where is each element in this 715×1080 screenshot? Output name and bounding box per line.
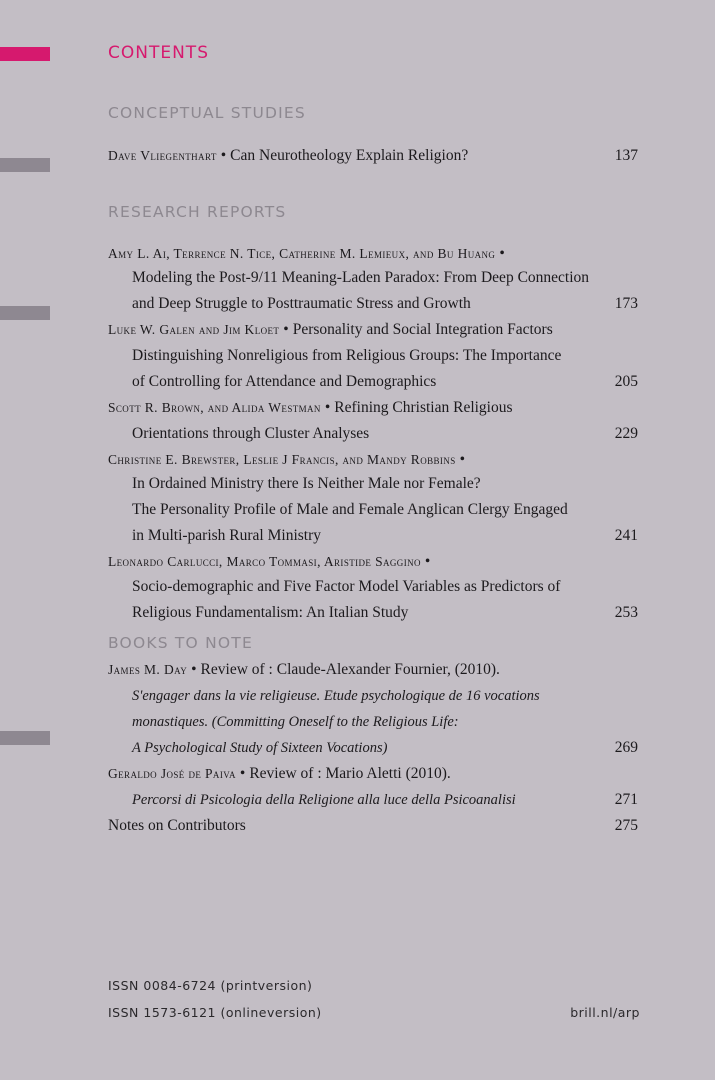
page-number: 173: [614, 295, 638, 312]
entry-title-line: Percorsi di Psicologia della Religione alla luce della Psicoanalisi: [132, 792, 516, 808]
entry-authors: Amy L. Ai, Terrence N. Tice, Catherine M. Lemieux, and Bu Huang: [108, 246, 496, 261]
toc-entry[interactable]: [108, 244, 638, 264]
toc-entry[interactable]: [108, 816, 638, 836]
page-number: 253: [614, 604, 638, 621]
accent-tab: [0, 47, 50, 61]
toc-entry[interactable]: [108, 552, 638, 572]
entry-title-line: monastiques. (Committing Oneself to the Religious Life:: [132, 714, 459, 730]
bullet-icon: •: [499, 245, 505, 262]
page-number: 241: [614, 527, 638, 544]
entry-title: Review of : Claude-Alexander Fournier, (2010).: [200, 661, 500, 678]
entry-title: Personality and Social Integration Factors: [292, 321, 553, 338]
entry-title: Can Neurotheology Explain Religion?: [230, 147, 469, 164]
bullet-icon: •: [324, 399, 331, 416]
bullet-icon: •: [283, 321, 289, 338]
publisher-url[interactable]: brill.nl/arp: [570, 1005, 640, 1020]
toc-entry[interactable]: [108, 660, 638, 680]
entry-title-line: The Personality Profile of Male and Female Anglican Clergy Engaged: [132, 501, 568, 518]
entry-title-line: and Deep Struggle to Posttraumatic Stress and Growth: [132, 295, 471, 312]
toc-entry[interactable]: [108, 764, 638, 784]
entry-title: Refining Christian Religious: [334, 399, 513, 416]
entry-title-line: In Ordained Ministry there Is Neither Male nor Female?: [132, 475, 481, 492]
side-tab: [0, 158, 50, 172]
bullet-icon: •: [220, 147, 227, 164]
section-research: RESEARCH REPORTS: [108, 203, 287, 221]
page-number: 271: [614, 791, 638, 808]
entry-title-line: Modeling the Post-9/11 Meaning-Laden Paradox: From Deep Connection: [132, 269, 590, 286]
bullet-icon: •: [424, 553, 431, 570]
entry-title-line: Distinguishing Nonreligious from Religious Groups: The Importance: [132, 347, 562, 364]
entry-authors: James M. Day: [108, 662, 188, 677]
entry-title-line: Religious Fundamentalism: An Italian Study: [132, 604, 409, 621]
entry-title-line: Orientations through Cluster Analyses: [132, 425, 370, 442]
entry-authors: Geraldo José de Paiva: [108, 766, 236, 781]
entry-authors: Scott R. Brown, and Alida Westman: [108, 400, 321, 415]
page-number: 137: [614, 147, 638, 164]
entry-authors: Dave Vliegenthart: [108, 148, 217, 163]
toc-entry[interactable]: [108, 146, 638, 166]
page-number: 229: [614, 425, 638, 442]
entry-title-line: S'engager dans la vie religieuse. Etude psychologique de 16 vocations: [132, 688, 540, 704]
page-number: 269: [614, 739, 638, 756]
section-books: BOOKS TO NOTE: [108, 634, 253, 652]
entry-title-line: A Psychological Study of Sixteen Vocations): [132, 740, 388, 756]
bullet-icon: •: [191, 661, 197, 678]
side-tab: [0, 306, 50, 320]
entry-authors: Leonardo Carlucci, Marco Tommasi, Aristide Saggino: [108, 554, 421, 569]
entry-title: Notes on Contributors: [108, 817, 246, 834]
entry-title: Review of : Mario Aletti (2010).: [249, 765, 451, 782]
entry-title-line: Socio-demographic and Five Factor Model Variables as Predictors of: [132, 578, 561, 595]
entry-authors: Luke W. Galen and Jim Kloet: [108, 322, 280, 337]
issn-online: ISSN 1573-6121 (onlineversion): [108, 1005, 322, 1020]
page-number: 275: [614, 817, 638, 834]
toc-entry[interactable]: [108, 320, 638, 340]
entry-title-line: in Multi-parish Rural Ministry: [132, 527, 322, 544]
bullet-icon: •: [459, 451, 466, 468]
page-number: 205: [614, 373, 638, 390]
section-conceptual: CONCEPTUAL STUDIES: [108, 104, 306, 122]
issn-print: ISSN 0084-6724 (printversion): [108, 978, 313, 993]
toc-entry[interactable]: [108, 450, 638, 470]
entry-title-line: of Controlling for Attendance and Demographics: [132, 373, 437, 390]
entry-authors: Christine E. Brewster, Leslie J Francis, and Mandy Robbins: [108, 452, 456, 467]
bullet-icon: •: [239, 765, 246, 782]
contents-title: CONTENTS: [108, 43, 209, 63]
side-tab: [0, 731, 50, 745]
toc-entry[interactable]: [108, 398, 638, 418]
